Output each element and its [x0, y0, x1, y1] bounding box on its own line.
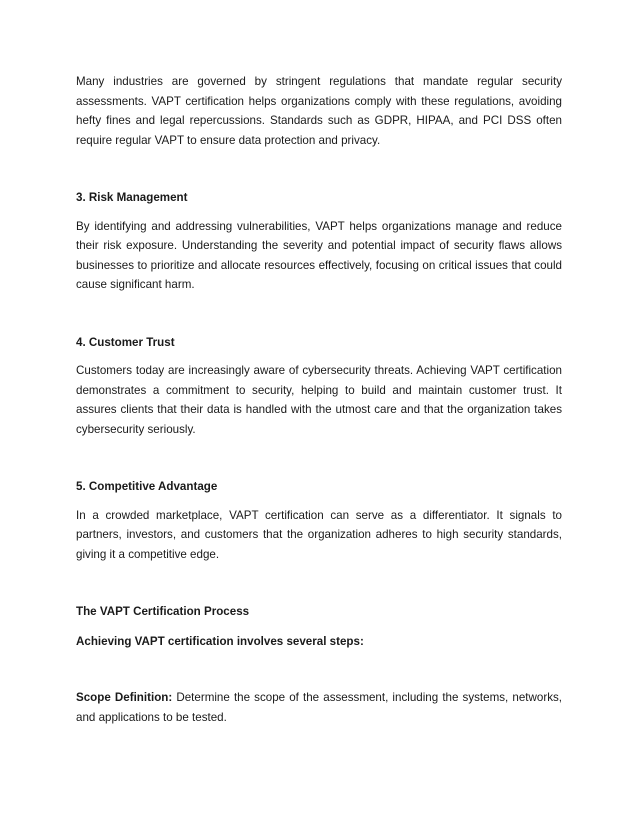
intro-paragraph: Many industries are governed by stringent regulations that mandate regular security assessments. VAPT certification helps organizations comply with these regulations, avoiding hefty fines and legal repercussions. Standards such as GDPR, HIPAA, and PCI DSS often require regular VAPT to ensure data protection and privacy. [76, 75, 562, 147]
section-body-customer-trust: Customers today are increasingly aware of cybersecurity threats. Achieving VAPT certification demonstrates a commitment to security, helping to build and maintain customer trust. It assures clients that their data is handled with the utmost care and that the organization takes cybersecurity seriously. [76, 364, 562, 436]
process-step-label: Scope Definition: [76, 691, 173, 704]
process-step [76, 688, 562, 727]
section-heading-risk-management: 3. Risk Management [76, 191, 188, 204]
section-body-competitive-advantage: In a crowded marketplace, VAPT certification can serve as a differentiator. It signals to partners, investors, and customers that the organization adheres to high security standards, giving it a competitive edge. [76, 508, 562, 561]
section-heading-customer-trust: 4. Customer Trust [76, 335, 175, 349]
document-page [76, 72, 562, 727]
process-title: The VAPT Certification Process [76, 605, 250, 618]
process-step-text: Determine the scope of the assessment, including the systems, networks, and applications to be tested. [76, 691, 563, 724]
section-heading-competitive-advantage: 5. Competitive Advantage [76, 480, 218, 493]
process-subtitle: Achieving VAPT certification involves several steps: [76, 634, 364, 648]
section-body-risk-management: By identifying and addressing vulnerabilities, VAPT helps organizations manage and reduce their risk exposure. Understanding the severity and potential impact of security flaws allows businesses to prioritize and allocate resources effectively, focusing on critical issues that could cause significant harm. [76, 219, 562, 291]
